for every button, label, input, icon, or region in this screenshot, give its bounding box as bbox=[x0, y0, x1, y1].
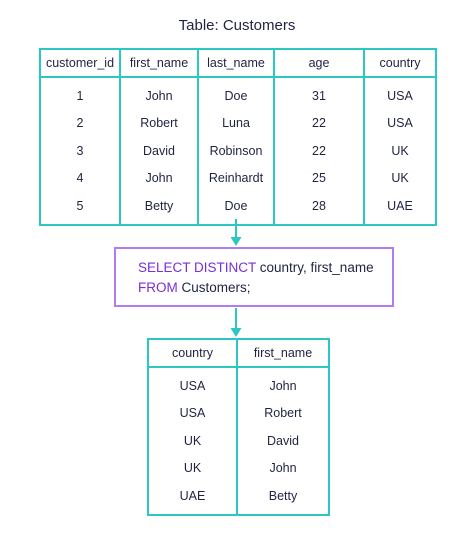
table-row bbox=[148, 455, 329, 483]
cell-country: USA bbox=[148, 400, 237, 428]
query-keyword-select-distinct: SELECT DISTINCT bbox=[138, 260, 257, 275]
cell-customer-id: 5 bbox=[40, 192, 120, 225]
cell-last-name: Doe bbox=[198, 77, 274, 110]
cell-country: UK bbox=[148, 427, 237, 455]
table-row bbox=[40, 110, 436, 138]
cell-age: 31 bbox=[274, 77, 364, 110]
cell-first-name: Robert bbox=[237, 400, 329, 428]
table-row bbox=[148, 400, 329, 428]
table-row bbox=[148, 367, 329, 400]
cell-country: USA bbox=[364, 77, 436, 110]
cell-customer-id: 2 bbox=[40, 110, 120, 138]
result-table bbox=[147, 338, 330, 516]
cell-last-name: Reinhardt bbox=[198, 165, 274, 193]
cell-first-name: John bbox=[237, 455, 329, 483]
cell-first-name: David bbox=[120, 137, 198, 165]
header-first-name: first_name bbox=[120, 49, 198, 77]
result-header-row bbox=[148, 339, 329, 367]
header-age: age bbox=[274, 49, 364, 77]
cell-country: UK bbox=[148, 455, 237, 483]
cell-first-name: John bbox=[120, 165, 198, 193]
cell-customer-id: 3 bbox=[40, 137, 120, 165]
cell-age: 22 bbox=[274, 137, 364, 165]
result-header-first-name: first_name bbox=[237, 339, 329, 367]
header-customer-id: customer_id bbox=[40, 49, 120, 77]
cell-age: 25 bbox=[274, 165, 364, 193]
cell-first-name: David bbox=[237, 427, 329, 455]
down-arrow-icon bbox=[229, 308, 243, 338]
query-line-2 bbox=[138, 278, 392, 298]
cell-country: UAE bbox=[148, 482, 237, 515]
header-country: country bbox=[364, 49, 436, 77]
sql-query-box bbox=[114, 247, 394, 307]
cell-age: 22 bbox=[274, 110, 364, 138]
cell-last-name: Doe bbox=[198, 192, 274, 225]
table-row bbox=[40, 165, 436, 193]
header-last-name: last_name bbox=[198, 49, 274, 77]
query-columns: country, first_name bbox=[256, 260, 374, 275]
cell-last-name: Robinson bbox=[198, 137, 274, 165]
cell-country: UAE bbox=[364, 192, 436, 225]
table-row bbox=[40, 77, 436, 110]
cell-first-name: John bbox=[237, 367, 329, 400]
cell-age: 28 bbox=[274, 192, 364, 225]
cell-customer-id: 1 bbox=[40, 77, 120, 110]
customers-table bbox=[39, 48, 437, 226]
table-row bbox=[148, 427, 329, 455]
cell-country: USA bbox=[364, 110, 436, 138]
query-keyword-from: FROM bbox=[138, 280, 178, 295]
cell-customer-id: 4 bbox=[40, 165, 120, 193]
customers-header-row bbox=[40, 49, 436, 77]
table-row bbox=[40, 137, 436, 165]
diagram-title: Table: Customers bbox=[178, 17, 296, 34]
cell-country: UK bbox=[364, 165, 436, 193]
down-arrow-icon bbox=[229, 219, 243, 247]
query-line-1 bbox=[138, 258, 392, 278]
cell-first-name: John bbox=[120, 77, 198, 110]
cell-first-name: Robert bbox=[120, 110, 198, 138]
cell-country: UK bbox=[364, 137, 436, 165]
cell-last-name: Luna bbox=[198, 110, 274, 138]
cell-first-name: Betty bbox=[120, 192, 198, 225]
query-table-name: Customers; bbox=[177, 280, 251, 295]
cell-country: USA bbox=[148, 367, 237, 400]
table-row bbox=[148, 482, 329, 515]
cell-first-name: Betty bbox=[237, 482, 329, 515]
result-header-country: country bbox=[148, 339, 237, 367]
